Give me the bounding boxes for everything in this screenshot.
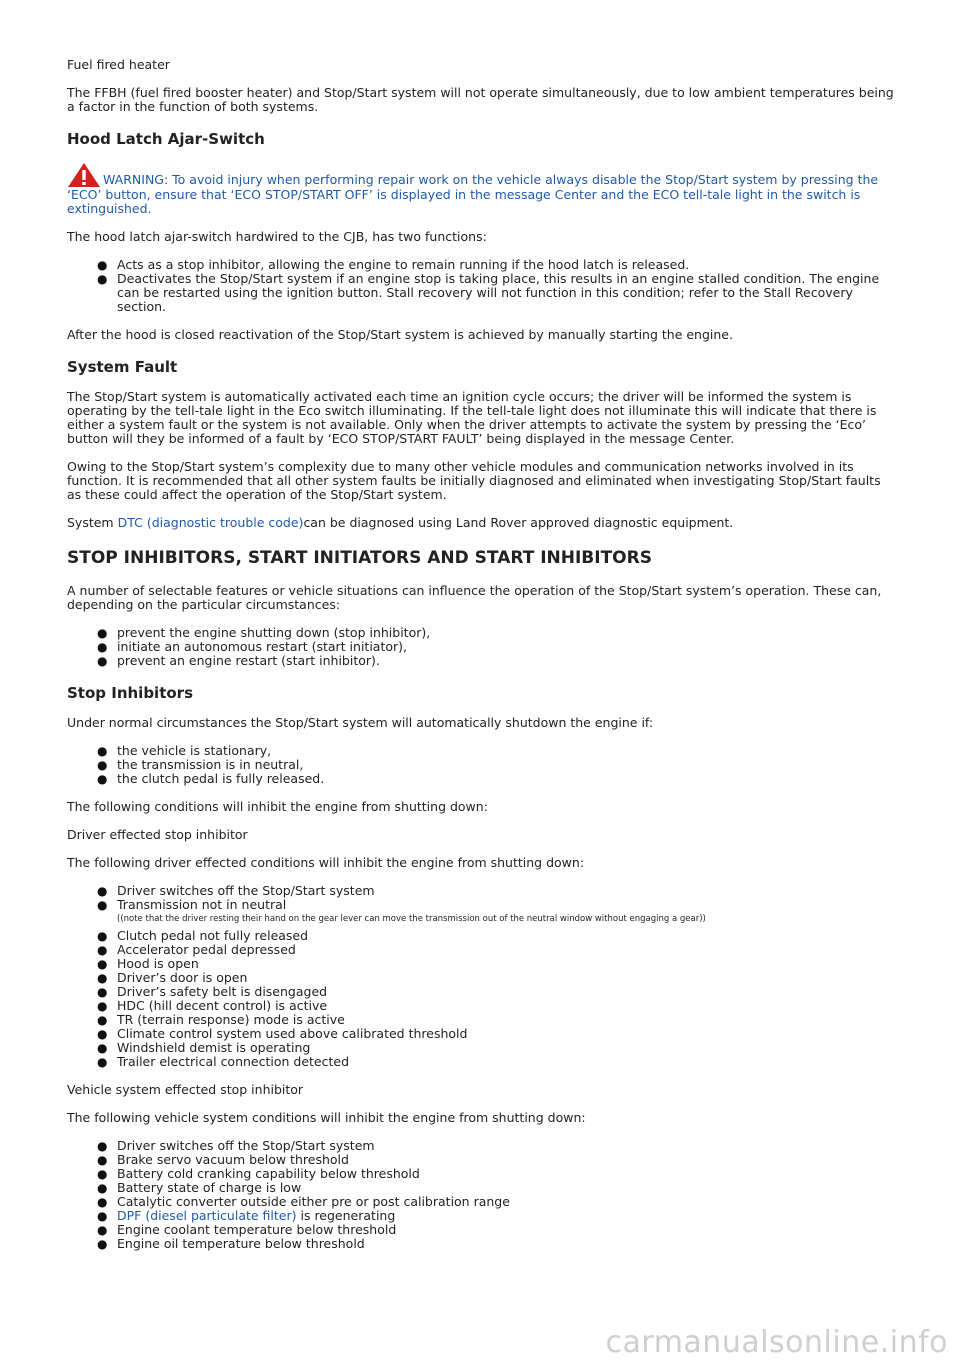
list-item: ● Catalytic converter outside either pre or post calibration range (117, 1195, 897, 1209)
fuel-fired-heading: Fuel fired heater (67, 57, 170, 72)
list-item: ● Battery cold cranking capability below threshold (117, 1167, 897, 1181)
following-conditions: The following conditions will inhibit the engine from shutting down: (67, 799, 488, 814)
list-item: ● Trailer electrical connection detected (117, 1055, 897, 1069)
dtc-suffix: can be diagnosed using Land Rover approved diagnostic equipment. (303, 515, 734, 530)
list-item: ● the clutch pedal is fully released. (117, 772, 897, 786)
list-item (117, 898, 897, 925)
list-item: ● Driver’s safety belt is disengaged (117, 985, 897, 999)
warning-text: WARNING: To avoid injury when performing repair work on the vehicle always disable the Stop/Start system by pressing the ‘ECO’ button, ensure that ‘ECO STOP/START OFF’ is displayed in the message Center and the ECO tell-tale light in the switch is extinguished. (67, 172, 879, 216)
vehicle-bullet-list (67, 1139, 897, 1251)
stop-intro: Under normal circumstances the Stop/Start system will automatically shutdown the engine if: (67, 715, 654, 730)
list-item: ● initiate an autonomous restart (start initiator), (117, 640, 897, 654)
driver-bullet-list (67, 884, 897, 1069)
hood-bullet-list (67, 258, 897, 314)
dtc-paragraph (67, 516, 897, 530)
list-item: ● Driver switches off the Stop/Start system (117, 1139, 897, 1153)
fault-paragraph-1: The Stop/Start system is automatically activated each time an ignition cycle occurs; the driver will be informed the system is operating by the tell-tale light in the Eco switch illuminating. If the tell-tale light does not illuminate this will indicate that there is either a system fault or the system is not available. Only when the driver attempts to activate the system by pressing the ‘Eco’ button will they be informed of a fault by ‘ECO STOP/START FAULT’ being displayed in the message Center. (67, 389, 877, 446)
manual-page (67, 58, 897, 1265)
inhibitors-bullet-list (67, 626, 897, 668)
list-item: ● Engine oil temperature below threshold (117, 1237, 897, 1251)
dpf-link[interactable]: DPF (diesel particulate filter) (117, 1208, 297, 1223)
fault-paragraph-2: Owing to the Stop/Start system’s complexity due to many other vehicle modules and communication networks involved in its function. It is recommended that all other system faults be initially diagnosed and eliminated when investigating Stop/Start faults as these could affect the operation of the Stop/Start system. (67, 459, 881, 502)
hood-after-paragraph: After the hood is closed reactivation of the Stop/Start system is achieved by manually starting the engine. (67, 327, 733, 342)
dtc-prefix: System (67, 515, 118, 530)
list-item: ● Hood is open (117, 957, 897, 971)
hood-intro: The hood latch ajar-switch hardwired to the CJB, has two functions: (67, 229, 487, 244)
list-item (117, 1209, 897, 1223)
list-item: ● Battery state of charge is low (117, 1181, 897, 1195)
stop-inhibitors-heading: Stop Inhibitors (67, 684, 193, 702)
inhibitors-intro: A number of selectable features or vehicle situations can influence the operation of the Stop/Start system’s operation. These can, depending on the particular circumstances: (67, 583, 882, 612)
hood-latch-heading: Hood Latch Ajar-Switch (67, 130, 265, 148)
dpf-suffix: is regenerating (296, 1208, 396, 1223)
list-item: ● the transmission is in neutral, (117, 758, 897, 772)
list-item: ● prevent the engine shutting down (stop inhibitor), (117, 626, 897, 640)
list-item: ● Windshield demist is operating (117, 1041, 897, 1055)
list-item: ● Climate control system used above calibrated threshold (117, 1027, 897, 1041)
list-item: ● Driver switches off the Stop/Start system (117, 884, 897, 898)
list-item: ● HDC (hill decent control) is active (117, 999, 897, 1013)
system-fault-heading: System Fault (67, 358, 178, 376)
list-item: ● Acts as a stop inhibitor, allowing the engine to remain running if the hood latch is released. (117, 258, 897, 272)
list-item: ● prevent an engine restart (start inhibitor). (117, 654, 897, 668)
list-item: ● the vehicle is stationary, (117, 744, 897, 758)
list-item: ● Deactivates the Stop/Start system if an engine stop is taking place, this results in an engine stalled condition. The engine can be restarted using the ignition button. Stall recovery will not function in this condition; refer to the Stall Recovery section. (117, 272, 897, 314)
inhibitors-heading: STOP INHIBITORS, START INITIATORS AND START INHIBITORS (67, 548, 652, 568)
warning-block (67, 162, 897, 216)
list-item: ● Accelerator pedal depressed (117, 943, 897, 957)
list-item: ● Engine coolant temperature below threshold (117, 1223, 897, 1237)
vehicle-effected-intro: The following vehicle system conditions will inhibit the engine from shutting down: (67, 1110, 586, 1125)
transmission-note: ((note that the driver resting their hand on the gear lever can move the transmission out of the neutral window without engaging a gear)) (117, 914, 706, 924)
dtc-link[interactable]: DTC (diagnostic trouble code) (117, 515, 304, 530)
list-item: ● Brake servo vacuum below threshold (117, 1153, 897, 1167)
watermark: carmanualsonline.info (605, 1325, 948, 1360)
warning-triangle-icon (67, 162, 101, 188)
ffbh-paragraph: The FFBH (fuel fired booster heater) and Stop/Start system will not operate simultaneously, due to low ambient temperatures being a factor in the function of both systems. (67, 85, 894, 114)
vehicle-effected-label: Vehicle system effected stop inhibitor (67, 1082, 304, 1097)
list-item: ● TR (terrain response) mode is active (117, 1013, 897, 1027)
list-item: ● Driver’s door is open (117, 971, 897, 985)
driver-effected-intro: The following driver effected conditions will inhibit the engine from shutting down: (67, 855, 585, 870)
list-item-text: Transmission not in neutral (117, 897, 287, 912)
driver-effected-label: Driver effected stop inhibitor (67, 827, 248, 842)
list-item: ● Clutch pedal not fully released (117, 929, 897, 943)
stop-bullet-list (67, 744, 897, 786)
